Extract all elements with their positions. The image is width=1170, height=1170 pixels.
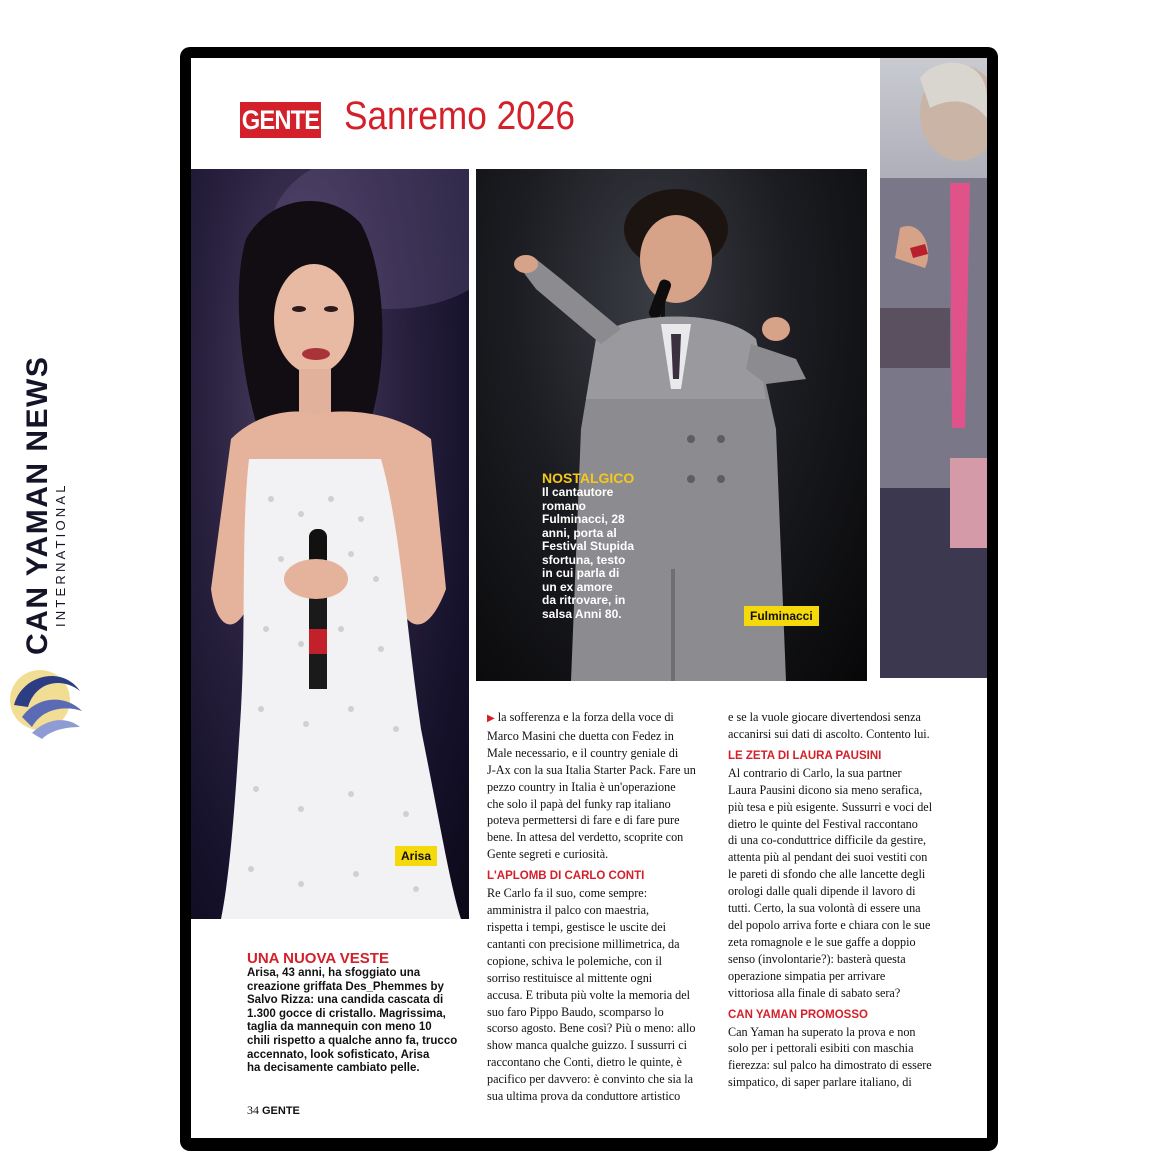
col2-intro-line: accanirsi sui dati di ascolto. Contento lui.	[728, 726, 930, 741]
subheading-can-yaman: CAN YAMAN PROMOSSO	[728, 1008, 868, 1021]
col2-body-line: dietro le quinte del Festival raccontano	[728, 816, 918, 831]
page-folio	[247, 1103, 300, 1118]
veste-line: ha decisamente cambiato pelle.	[247, 1062, 420, 1075]
nostalgico-line: anni, porta al	[542, 525, 617, 540]
col1-body-line: amministra il palco con maestria,	[487, 903, 650, 918]
col1-intro-line: che solo il papà del funky rap italiano	[487, 796, 671, 811]
col1-body-line: sua ultima prova da conduttore artistico	[487, 1089, 681, 1104]
col2-body-line: di una co-conduttrice difficile da gestire,	[728, 833, 927, 848]
col1-body-line: show manca qualche guizzo. I sussurri ci	[487, 1038, 688, 1053]
veste-line: Salvo Rizza: una candida cascata di	[247, 994, 444, 1007]
col1-body-line: cantanti con precisione millimetrica, da	[487, 936, 680, 951]
magazine-page	[191, 58, 987, 1138]
arisa-figure-illustration	[191, 169, 469, 919]
col1-body-line: suo faro Pippo Baudo, scomparso lo	[487, 1004, 664, 1019]
col1-body-line: raccontano che Conti, dietro le quinte, è	[487, 1055, 682, 1070]
col1-body-line: accusa. E tributa più volte la memoria del	[487, 987, 691, 1002]
photo-fulminacci	[476, 169, 867, 681]
folio-brand: GENTE	[262, 1105, 300, 1117]
veste-text	[247, 967, 459, 1076]
col1-intro-line: la sofferenza e la forza della voce di	[497, 710, 674, 724]
veste-line: 1.300 gocce di cristallo. Magrissima,	[247, 1007, 446, 1020]
col1-intro-line: Marco Masini che duetta con Fedez in	[487, 728, 674, 743]
watermark-text	[22, 356, 68, 655]
watermark-title: CAN YAMAN NEWS	[21, 355, 54, 655]
col1-body-line: pacifico per davvero: è convinto che sia la	[487, 1072, 694, 1087]
article-column-1	[487, 709, 713, 1105]
nostalgico-line: romano	[542, 498, 587, 513]
col2-body-line: tutti. Certo, la sua volontà di essere una	[728, 901, 921, 916]
veste-line: chili rispetto a qualche anno fa, trucco	[247, 1034, 458, 1047]
col2-body-line: senso (involontarie?): basterà questa	[728, 951, 906, 966]
col1-intro-line: bene. In attesa del verdetto, scoprite con	[487, 830, 684, 845]
article-column-2	[728, 709, 952, 1091]
fulminacci-name-tag: Fulminacci	[744, 606, 819, 626]
photo-arisa	[191, 169, 469, 919]
nostalgico-title: NOSTALGICO	[542, 470, 635, 486]
column-1-intro	[487, 709, 713, 728]
col1-intro-line: Gente segreti e curiosità.	[487, 847, 609, 862]
gente-logo: GENTE	[240, 102, 321, 138]
nostalgico-line: Il cantautore	[542, 485, 614, 499]
col2-body-line: zeta romagnole e le sue gaffe a doppio	[728, 934, 916, 949]
col2-body-line: più tesa e più esigente. Sussurri e voci del	[728, 799, 933, 814]
col1-body-line: Re Carlo fa il suo, come sempre:	[487, 886, 648, 901]
page-title: Sanremo 2026	[344, 94, 575, 138]
nostalgico-line: sfortuna, testo	[542, 552, 626, 567]
col1-intro-line: poteva permettersi di fare e di fare pure	[487, 813, 680, 828]
col1-intro-line: pezzo country in Italia è un'operazione	[487, 779, 676, 794]
col2-body-line: attenta più al pendant dei suoi vestiti con	[728, 850, 928, 865]
nostalgico-line: da ritrovare, in	[542, 593, 626, 607]
una-nuova-veste-caption	[247, 950, 459, 1076]
col2-body-line: Laura Pausini dicono sia meno serafica,	[728, 782, 923, 797]
col2-body-line: del popolo arriva forte e chiara con le sue	[728, 917, 931, 932]
col2-body2-line: fierezza: sul palco ha dimostrato di essere	[728, 1058, 932, 1073]
col1-body-line: rispetta i tempi, gestisce le uscite dei	[487, 919, 667, 934]
col2-body2-line: simpatico, di saper parlare italiano, di	[728, 1075, 912, 1090]
col2-intro-line: e se la vuole giocare divertendosi senza	[728, 710, 921, 724]
fulminacci-figure-illustration	[476, 169, 867, 681]
col1-body-line: scorso agosto. Bene così? Più o meno: allo	[487, 1021, 696, 1036]
col2-body-line: le pareti di sfondo che alle lancette degli	[728, 867, 926, 882]
col1-intro-line: Male necessario, e il country geniale di	[487, 745, 679, 760]
col2-body-line: vittoriosa alla finale di sabato sera?	[728, 985, 901, 1000]
subheading-carlo-conti: L'APLOMB DI CARLO CONTI	[487, 870, 645, 883]
nostalgico-line: Fulminacci, 28	[542, 512, 625, 526]
veste-line: accennato, look sofisticato, Arisa	[247, 1048, 430, 1061]
veste-line: taglia da mannequin con meno 10	[247, 1021, 432, 1034]
col1-body-line: sorriso restituisce al mittente ogni	[487, 970, 653, 985]
arisa-name-tag: Arisa	[395, 846, 437, 866]
col1-body-line: copione, schiva le polemiche, con il	[487, 953, 662, 968]
col2-body-line: operazione simpatia per arrivare	[728, 968, 886, 983]
veste-line: Arisa, 43 anni, ha sfoggiato una	[247, 967, 421, 979]
nostalgico-line: un ex amore	[542, 579, 613, 594]
page-number: 34	[247, 1103, 259, 1117]
continuation-arrow-icon: ▶	[487, 713, 495, 724]
nostalgico-line: Festival Stupida	[542, 539, 635, 553]
nostalgico-line: salsa Anni 80.	[542, 606, 622, 621]
nostalgico-caption	[542, 470, 652, 621]
nostalgico-text	[542, 486, 652, 621]
veste-title: UNA NUOVA VESTE	[247, 950, 389, 967]
veste-line: creazione griffata Des_Phemmes by	[247, 980, 444, 993]
col2-body2-line: solo per i pettorali esibiti con maschia	[728, 1041, 914, 1056]
col1-intro-line: J-Ax con la sua Italia Starter Pack. Fare un	[487, 762, 696, 777]
subheading-laura-pausini: LE ZETA DI LAURA PAUSINI	[728, 749, 882, 762]
watermark-logo	[2, 655, 88, 741]
photo-next-page-crop	[880, 58, 987, 678]
next-page-figure-illustration	[880, 58, 987, 678]
watermark-logo-icon	[2, 655, 88, 741]
nostalgico-line: in cui parla di	[542, 566, 620, 580]
col2-body2-line: Can Yaman ha superato la prova e non	[728, 1024, 916, 1039]
col2-body-line: orologi dalle quali dipende il lavoro di	[728, 884, 916, 899]
col2-body-line: Al contrario di Carlo, la sua partner	[728, 765, 902, 780]
watermark-subtitle: INTERNATIONAL	[53, 482, 68, 627]
